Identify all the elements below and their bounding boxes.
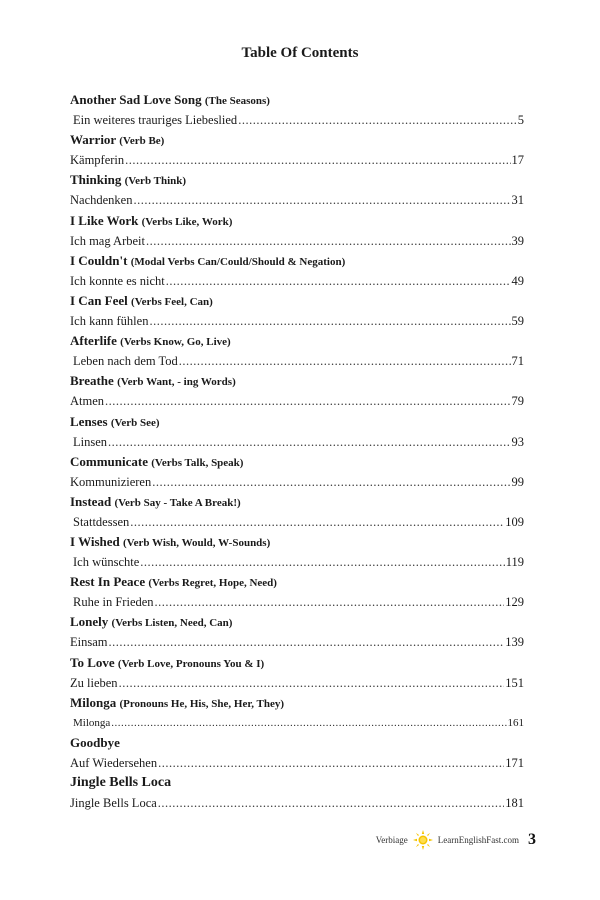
toc-entry-title [70,211,524,231]
page-title: Table Of Contents [241,45,359,61]
page-number-ref: 129 [505,595,524,610]
footer-brand-text: Verbiage [375,835,408,845]
toc-entry-row [70,190,524,210]
chapter-subtitle: (Verbs Feel, Can) [131,295,213,308]
dot-leader [158,793,504,813]
dot-leader [149,311,510,331]
german-title: Stattdessen [73,514,130,529]
chapter-subtitle: (Verbs Regret, Hope, Need) [148,577,277,590]
dot-leader [158,753,504,773]
toc-entry[interactable] [70,653,524,693]
toc-entry-row [70,753,524,773]
page-number-ref: 93 [511,434,524,449]
chapter-title: I Can Feel [70,292,128,308]
chapter-subtitle: (Verb See) [110,416,160,429]
german-title: Jingle Bells Loca [70,796,157,811]
toc-entry[interactable] [70,693,524,733]
dot-leader [111,713,506,733]
german-title: Ich kann fühlen [70,313,149,328]
dot-leader [179,351,511,371]
chapter-subtitle: (Verb Be) [119,135,165,148]
toc-entry-title [70,251,524,271]
page-number-ref: 161 [507,716,524,729]
german-title: Milonga [73,716,111,729]
toc-entry-title [70,572,524,592]
chapter-title: Communicate [70,453,148,469]
toc-entry[interactable] [70,130,524,170]
page-number-ref: 31 [511,193,524,208]
dot-leader [166,271,511,291]
toc-entry-row [70,472,524,492]
chapter-subtitle: (Verbs Talk, Speak) [151,456,244,469]
toc-entry[interactable] [70,733,524,773]
chapter-title: Thinking [70,172,122,188]
chapter-title: Instead [70,493,112,509]
german-title: Ich mag Arbeit [70,233,145,248]
chapter-subtitle: (Verbs Listen, Need, Can) [111,617,233,630]
chapter-title: Warrior [70,132,116,148]
toc-entry-title [70,532,524,552]
page-number-ref: 139 [505,635,524,650]
toc-entry-row [70,512,524,532]
toc-entry[interactable] [70,492,524,532]
chapter-title: Lenses [70,413,108,429]
german-title: Atmen [70,394,105,409]
toc-entry-title [70,773,524,793]
german-title: Einsam [70,635,108,650]
toc-entry-row [70,231,524,251]
toc-entry[interactable] [70,291,524,331]
toc-entry-row [70,432,524,452]
german-title: Zu lieben [70,675,118,690]
german-title: Ich konnte es nicht [70,273,165,288]
toc-entry-title [70,452,524,472]
toc-entry-title [70,612,524,632]
chapter-subtitle: (Modal Verbs Can/Could/Should & Negation) [130,255,346,268]
chapter-title: Goodbye [70,735,120,750]
toc-entry[interactable] [70,612,524,652]
toc-entry[interactable] [70,251,524,291]
chapter-title: To Love [70,654,115,670]
dot-leader [155,592,505,612]
german-title: Ein weiteres trauriges Liebeslied [73,113,238,127]
german-title: Kommunizieren [70,474,152,489]
page-number-ref: 39 [511,233,524,248]
toc-entry-title [70,90,524,110]
chapter-subtitle: (Verb Want, - ing Words) [117,376,236,389]
chapter-subtitle: (Verb Say - Take A Break!) [114,496,241,509]
chapter-title: I Wished [70,534,120,550]
dot-leader [125,150,510,170]
dot-leader [105,391,510,411]
toc-entry-title [70,291,524,311]
toc-entry[interactable] [70,773,524,813]
toc-entry-row [70,110,524,130]
chapter-subtitle: (The Seasons) [204,95,270,107]
chapter-title: Rest In Peace [70,574,146,590]
dot-leader [108,432,510,452]
dot-leader [152,472,510,492]
page-number-ref: 17 [511,153,524,168]
page-number-ref: 59 [511,313,524,328]
chapter-subtitle: (Verb Wish, Would, W-Sounds) [123,537,271,550]
toc-entry-row [70,271,524,291]
footer-site-text: LearnEnglishFast.com [437,835,519,845]
chapter-subtitle: (Verb Love, Pronouns You & I) [117,657,265,670]
toc-entry[interactable] [70,532,524,572]
dot-leader [133,190,510,210]
toc-entry-title [70,170,524,190]
chapter-title: Lonely [70,614,109,630]
toc-entry-row [70,150,524,170]
toc-entry-row [70,793,524,813]
toc-entry-row [70,713,524,733]
toc-entry-title [70,653,524,673]
toc-entry[interactable] [70,371,524,411]
page-number-ref: 99 [511,474,524,489]
dot-leader [238,110,517,130]
chapter-subtitle: (Verb Think) [124,175,187,188]
toc-entry-row [70,673,524,693]
german-title: Kämpferin [70,153,125,168]
toc-entry-title [70,371,524,391]
german-title: Auf Wiedersehen [70,756,158,770]
toc-entry-row [70,351,524,371]
dot-leader [130,512,504,532]
toc-entry-title [70,492,524,512]
toc-entry[interactable] [70,331,524,371]
german-title: Linsen [73,434,108,449]
dot-leader [119,673,505,693]
toc-entry[interactable] [70,412,524,452]
chapter-title: I Couldn't [70,252,128,268]
toc-entry[interactable] [70,170,524,210]
chapter-subtitle: (Verbs Know, Go, Live) [120,336,231,349]
toc-entry-title [70,331,524,351]
chapter-title: Jingle Bells Loca [70,775,172,791]
german-title: Ich wünschte [73,555,140,570]
page-footer [376,830,536,850]
dot-leader [109,632,505,652]
chapter-title: Another Sad Love Song [70,92,202,107]
chapter-title: I Like Work [70,212,139,228]
chapter-title: Breathe [70,373,114,389]
toc-entry-title [70,412,524,432]
toc-entry-title [70,693,524,713]
page-number: 3 [528,831,536,848]
toc-entry[interactable] [70,572,524,612]
toc-entry-title [70,130,524,150]
page-number-ref: 49 [511,273,524,288]
page-number-ref: 71 [511,354,524,369]
chapter-subtitle: (Verbs Like, Work) [141,215,233,228]
chapter-title: Milonga [70,694,117,710]
dot-leader [146,231,511,251]
toc-entry[interactable] [70,90,524,130]
page-number-ref: 79 [511,394,524,409]
page-number-ref: 119 [505,555,524,570]
chapter-subtitle: (Pronouns He, His, She, Her, They) [119,697,284,710]
page-number-ref: 181 [505,796,524,811]
german-title: Ruhe in Frieden [73,595,154,610]
chapter-title: Afterlife [70,333,117,349]
german-title: Nachdenken [70,193,133,208]
page-number-ref: 109 [505,514,524,529]
toc-entry-row [70,592,524,612]
page-number-ref: 171 [505,756,524,770]
page-number-ref: 151 [505,675,524,690]
table-of-contents [70,90,524,813]
toc-entry-title [70,733,524,753]
toc-entry[interactable] [70,211,524,251]
page-number-ref: 5 [517,113,524,127]
toc-entry-row [70,552,524,572]
german-title: Leben nach dem Tod [73,354,178,369]
toc-entry-row [70,632,524,652]
toc-entry-row [70,391,524,411]
toc-entry-row [70,311,524,331]
toc-entry[interactable] [70,452,524,492]
sun-icon [413,830,433,850]
dot-leader [140,552,504,572]
